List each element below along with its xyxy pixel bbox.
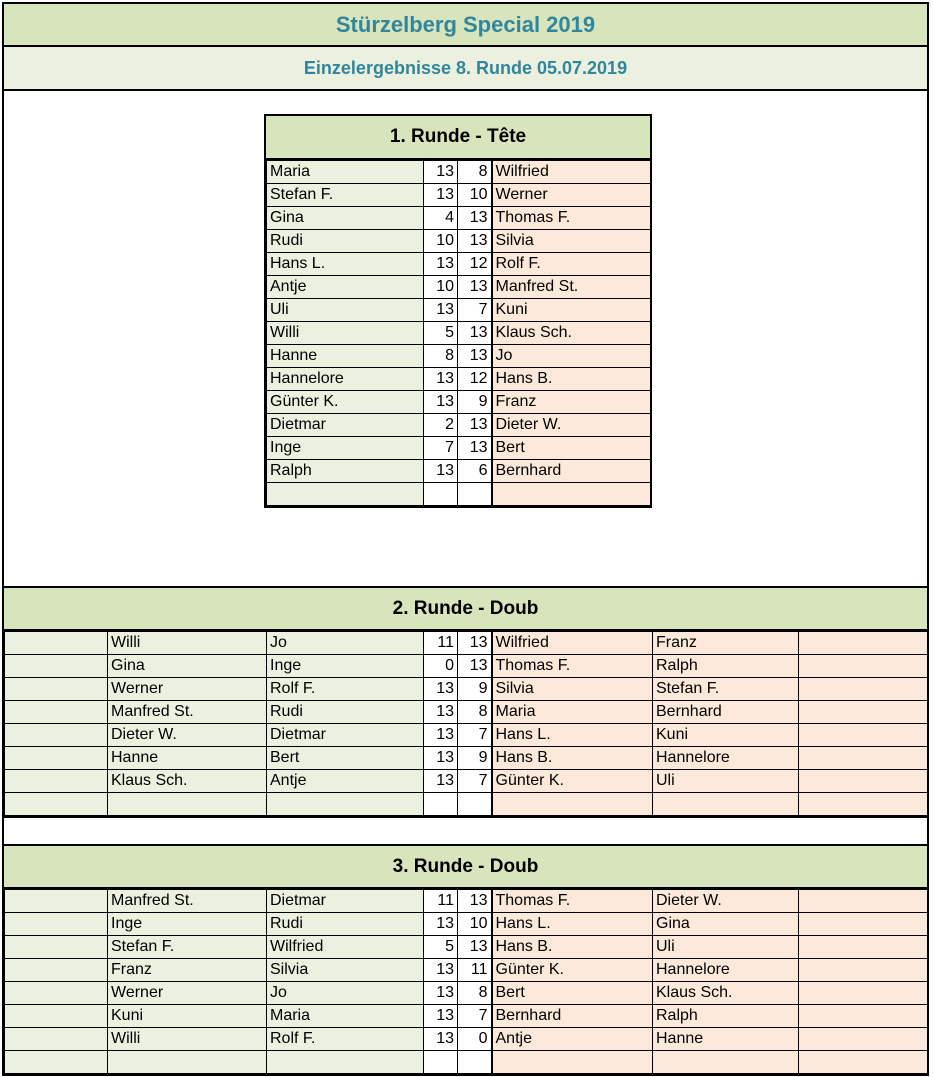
score-b-cell: 0 xyxy=(458,1028,492,1051)
player-a2-cell: Silvia xyxy=(267,959,424,982)
player-b1-cell: Bernhard xyxy=(492,1005,653,1028)
player-a2-cell: Inge xyxy=(267,655,424,678)
score-a-cell: 13 xyxy=(424,1005,458,1028)
empty-cell xyxy=(5,913,108,936)
player-b-cell: Kuni xyxy=(492,299,651,322)
score-b-cell: 13 xyxy=(458,414,492,437)
player-a-cell: Ralph xyxy=(267,460,424,483)
table-row xyxy=(5,1051,928,1074)
player-a-cell: Antje xyxy=(267,276,424,299)
table-row xyxy=(5,770,928,793)
table-row xyxy=(5,747,928,770)
player-b2-cell: Dieter W. xyxy=(653,890,799,913)
round3-table xyxy=(4,889,928,1074)
score-b-cell: 7 xyxy=(458,299,492,322)
player-b2-cell: Gina xyxy=(653,913,799,936)
player-b-cell: Bernhard xyxy=(492,460,651,483)
round2-section xyxy=(2,586,929,818)
player-b-cell: Bert xyxy=(492,437,651,460)
player-b1-cell: Hans B. xyxy=(492,747,653,770)
empty-cell xyxy=(799,936,928,959)
player-b1-cell: Antje xyxy=(492,1028,653,1051)
player-b-cell: Thomas F. xyxy=(492,207,651,230)
page-subtitle: Einzelergebnisse 8. Runde 05.07.2019 xyxy=(2,47,929,91)
player-a-cell: Gina xyxy=(267,207,424,230)
score-a-cell: 11 xyxy=(424,890,458,913)
player-a-cell: Maria xyxy=(267,161,424,184)
round2-heading: 2. Runde - Doub xyxy=(4,588,927,631)
empty-cell xyxy=(799,982,928,1005)
player-b1-cell xyxy=(492,793,653,816)
player-b2-cell xyxy=(653,1051,799,1074)
player-b1-cell: Hans B. xyxy=(492,936,653,959)
player-b-cell: Klaus Sch. xyxy=(492,322,651,345)
score-a-cell: 13 xyxy=(424,678,458,701)
score-a-cell: 8 xyxy=(424,345,458,368)
player-b2-cell: Klaus Sch. xyxy=(653,982,799,1005)
player-a-cell: Hans L. xyxy=(267,253,424,276)
table-row xyxy=(5,1005,928,1028)
player-b-cell: Dieter W. xyxy=(492,414,651,437)
score-b-cell: 13 xyxy=(458,936,492,959)
score-a-cell: 7 xyxy=(424,437,458,460)
table-row xyxy=(267,345,651,368)
player-a2-cell: Maria xyxy=(267,1005,424,1028)
player-b2-cell: Franz xyxy=(653,632,799,655)
score-b-cell: 12 xyxy=(458,253,492,276)
player-a2-cell: Bert xyxy=(267,747,424,770)
score-a-cell: 13 xyxy=(424,959,458,982)
player-a2-cell: Wilfried xyxy=(267,936,424,959)
empty-cell xyxy=(799,632,928,655)
table-row xyxy=(5,793,928,816)
player-a1-cell: Gina xyxy=(108,655,267,678)
player-b2-cell: Bernhard xyxy=(653,701,799,724)
player-b2-cell: Stefan F. xyxy=(653,678,799,701)
player-a2-cell xyxy=(267,1051,424,1074)
score-a-cell: 5 xyxy=(424,936,458,959)
empty-cell xyxy=(799,655,928,678)
empty-cell xyxy=(5,982,108,1005)
empty-cell xyxy=(799,913,928,936)
score-b-cell: 13 xyxy=(458,276,492,299)
empty-cell xyxy=(5,632,108,655)
score-b-cell: 13 xyxy=(458,890,492,913)
score-b-cell: 13 xyxy=(458,437,492,460)
table-row xyxy=(5,913,928,936)
empty-cell xyxy=(5,959,108,982)
player-a-cell: Inge xyxy=(267,437,424,460)
score-b-cell: 9 xyxy=(458,747,492,770)
score-a-cell: 13 xyxy=(424,701,458,724)
empty-cell xyxy=(799,1051,928,1074)
score-a-cell: 2 xyxy=(424,414,458,437)
player-a-cell: Willi xyxy=(267,322,424,345)
player-a2-cell: Rudi xyxy=(267,913,424,936)
player-a2-cell: Dietmar xyxy=(267,890,424,913)
table-row xyxy=(267,322,651,345)
score-a-cell: 10 xyxy=(424,276,458,299)
table-row xyxy=(267,391,651,414)
score-b-cell: 6 xyxy=(458,460,492,483)
player-b2-cell: Kuni xyxy=(653,724,799,747)
player-b2-cell: Uli xyxy=(653,770,799,793)
player-a1-cell xyxy=(108,1051,267,1074)
score-a-cell: 4 xyxy=(424,207,458,230)
player-b1-cell: Wilfried xyxy=(492,632,653,655)
score-a-cell: 13 xyxy=(424,184,458,207)
table-row xyxy=(267,184,651,207)
player-b2-cell: Ralph xyxy=(653,655,799,678)
player-b-cell xyxy=(492,483,651,506)
score-b-cell: 10 xyxy=(458,184,492,207)
score-a-cell: 13 xyxy=(424,299,458,322)
score-b-cell xyxy=(458,483,492,506)
score-b-cell xyxy=(458,1051,492,1074)
player-b2-cell: Hanne xyxy=(653,1028,799,1051)
round3-section xyxy=(2,844,929,1076)
table-row xyxy=(267,161,651,184)
round1-box xyxy=(264,114,652,508)
score-b-cell: 8 xyxy=(458,982,492,1005)
empty-cell xyxy=(799,1028,928,1051)
player-a1-cell: Manfred St. xyxy=(108,701,267,724)
player-b-cell: Werner xyxy=(492,184,651,207)
empty-cell xyxy=(5,890,108,913)
player-b2-cell: Hannelore xyxy=(653,747,799,770)
round1-heading: 1. Runde - Tête xyxy=(266,116,650,160)
player-b-cell: Rolf F. xyxy=(492,253,651,276)
score-a-cell: 13 xyxy=(424,913,458,936)
empty-cell xyxy=(799,724,928,747)
player-a-cell: Hanne xyxy=(267,345,424,368)
table-row xyxy=(5,724,928,747)
empty-cell xyxy=(5,770,108,793)
score-a-cell: 13 xyxy=(424,747,458,770)
empty-cell xyxy=(5,1005,108,1028)
table-row xyxy=(267,368,651,391)
score-a-cell xyxy=(424,793,458,816)
score-a-cell: 13 xyxy=(424,368,458,391)
score-a-cell: 13 xyxy=(424,161,458,184)
player-b1-cell: Maria xyxy=(492,701,653,724)
score-a-cell xyxy=(424,483,458,506)
player-a1-cell: Hanne xyxy=(108,747,267,770)
player-a2-cell xyxy=(267,793,424,816)
empty-cell xyxy=(799,678,928,701)
table-row xyxy=(5,982,928,1005)
page-title: Stürzelberg Special 2019 xyxy=(2,2,929,47)
player-b2-cell: Ralph xyxy=(653,1005,799,1028)
table-row xyxy=(267,414,651,437)
player-a1-cell xyxy=(108,793,267,816)
score-a-cell: 13 xyxy=(424,460,458,483)
player-a-cell: Günter K. xyxy=(267,391,424,414)
table-row xyxy=(5,890,928,913)
empty-cell xyxy=(799,793,928,816)
player-a1-cell: Inge xyxy=(108,913,267,936)
empty-cell xyxy=(5,1051,108,1074)
empty-cell xyxy=(799,959,928,982)
score-b-cell: 13 xyxy=(458,230,492,253)
player-b1-cell: Bert xyxy=(492,982,653,1005)
empty-cell xyxy=(799,770,928,793)
player-b-cell: Franz xyxy=(492,391,651,414)
player-a1-cell: Franz xyxy=(108,959,267,982)
player-b1-cell: Günter K. xyxy=(492,770,653,793)
player-a-cell: Stefan F. xyxy=(267,184,424,207)
score-b-cell: 13 xyxy=(458,207,492,230)
player-a2-cell: Antje xyxy=(267,770,424,793)
score-a-cell: 13 xyxy=(424,253,458,276)
table-row xyxy=(267,299,651,322)
empty-cell xyxy=(5,724,108,747)
score-b-cell: 13 xyxy=(458,322,492,345)
player-a1-cell: Werner xyxy=(108,678,267,701)
player-b1-cell xyxy=(492,1051,653,1074)
round2-table xyxy=(4,631,928,816)
score-b-cell xyxy=(458,793,492,816)
empty-cell xyxy=(799,747,928,770)
table-row xyxy=(5,959,928,982)
player-b2-cell: Hannelore xyxy=(653,959,799,982)
player-a1-cell: Werner xyxy=(108,982,267,1005)
player-b1-cell: Hans L. xyxy=(492,724,653,747)
score-b-cell: 8 xyxy=(458,701,492,724)
score-a-cell: 13 xyxy=(424,982,458,1005)
player-a1-cell: Dieter W. xyxy=(108,724,267,747)
score-a-cell: 11 xyxy=(424,632,458,655)
round1-table xyxy=(266,160,651,506)
player-b1-cell: Günter K. xyxy=(492,959,653,982)
player-b-cell: Silvia xyxy=(492,230,651,253)
score-a-cell: 0 xyxy=(424,655,458,678)
empty-cell xyxy=(799,1005,928,1028)
player-b2-cell: Uli xyxy=(653,936,799,959)
table-row xyxy=(5,1028,928,1051)
player-b1-cell: Thomas F. xyxy=(492,890,653,913)
player-a-cell: Hannelore xyxy=(267,368,424,391)
table-row xyxy=(5,655,928,678)
score-b-cell: 10 xyxy=(458,913,492,936)
empty-cell xyxy=(5,678,108,701)
score-b-cell: 12 xyxy=(458,368,492,391)
player-b2-cell xyxy=(653,793,799,816)
player-a2-cell: Jo xyxy=(267,632,424,655)
table-row xyxy=(5,632,928,655)
score-b-cell: 9 xyxy=(458,678,492,701)
player-a2-cell: Rolf F. xyxy=(267,1028,424,1051)
player-a2-cell: Rolf F. xyxy=(267,678,424,701)
table-row xyxy=(267,460,651,483)
player-b1-cell: Thomas F. xyxy=(492,655,653,678)
player-b-cell: Manfred St. xyxy=(492,276,651,299)
player-a1-cell: Klaus Sch. xyxy=(108,770,267,793)
player-a1-cell: Willi xyxy=(108,1028,267,1051)
player-a1-cell: Stefan F. xyxy=(108,936,267,959)
score-b-cell: 13 xyxy=(458,632,492,655)
table-row xyxy=(5,678,928,701)
player-a2-cell: Jo xyxy=(267,982,424,1005)
score-a-cell: 5 xyxy=(424,322,458,345)
score-b-cell: 13 xyxy=(458,345,492,368)
score-a-cell: 13 xyxy=(424,724,458,747)
empty-cell xyxy=(5,655,108,678)
player-b-cell: Hans B. xyxy=(492,368,651,391)
score-b-cell: 7 xyxy=(458,1005,492,1028)
player-a2-cell: Rudi xyxy=(267,701,424,724)
score-a-cell: 13 xyxy=(424,1028,458,1051)
player-b1-cell: Hans L. xyxy=(492,913,653,936)
score-a-cell: 10 xyxy=(424,230,458,253)
player-b1-cell: Silvia xyxy=(492,678,653,701)
empty-cell xyxy=(5,793,108,816)
score-b-cell: 11 xyxy=(458,959,492,982)
table-row xyxy=(267,230,651,253)
empty-cell xyxy=(799,890,928,913)
player-a-cell: Rudi xyxy=(267,230,424,253)
player-b-cell: Wilfried xyxy=(492,161,651,184)
player-a-cell xyxy=(267,483,424,506)
player-a1-cell: Willi xyxy=(108,632,267,655)
table-row xyxy=(5,936,928,959)
empty-cell xyxy=(5,936,108,959)
score-b-cell: 7 xyxy=(458,770,492,793)
empty-cell xyxy=(5,701,108,724)
score-a-cell: 13 xyxy=(424,391,458,414)
table-row xyxy=(267,276,651,299)
score-a-cell xyxy=(424,1051,458,1074)
empty-cell xyxy=(799,701,928,724)
player-a-cell: Dietmar xyxy=(267,414,424,437)
player-a1-cell: Kuni xyxy=(108,1005,267,1028)
player-a-cell: Uli xyxy=(267,299,424,322)
player-b-cell: Jo xyxy=(492,345,651,368)
score-b-cell: 9 xyxy=(458,391,492,414)
empty-cell xyxy=(5,1028,108,1051)
score-b-cell: 13 xyxy=(458,655,492,678)
table-row xyxy=(267,483,651,506)
table-row xyxy=(267,437,651,460)
table-row xyxy=(267,207,651,230)
score-b-cell: 7 xyxy=(458,724,492,747)
player-a2-cell: Dietmar xyxy=(267,724,424,747)
round3-heading: 3. Runde - Doub xyxy=(4,846,927,889)
score-b-cell: 8 xyxy=(458,161,492,184)
table-row xyxy=(5,701,928,724)
empty-cell xyxy=(5,747,108,770)
score-a-cell: 13 xyxy=(424,770,458,793)
player-a1-cell: Manfred St. xyxy=(108,890,267,913)
table-row xyxy=(267,253,651,276)
